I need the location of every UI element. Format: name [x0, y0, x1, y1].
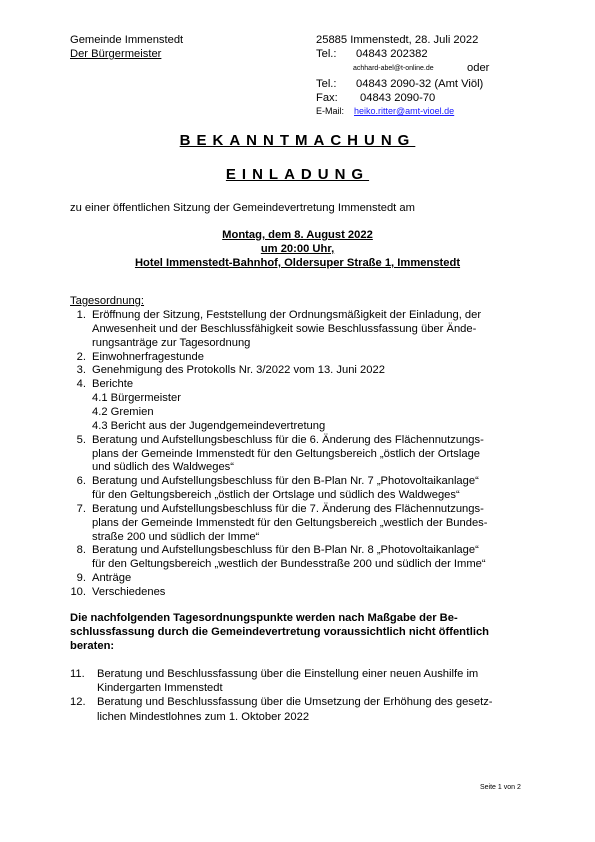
tel-label: Tel.: — [316, 48, 337, 60]
agenda-item-text: straße 200 und südlich der Imme“ — [92, 530, 260, 543]
meeting-date — [0, 229, 595, 241]
agenda-item-text: 4.3 Bericht aus der Jugendgemeindevertretung — [92, 419, 326, 432]
closed-item-text: Kindergarten Immenstedt — [97, 682, 223, 695]
agenda-item-text: Anträge — [92, 572, 132, 585]
sender-municipality: Gemeinde Immenstedt — [70, 34, 184, 46]
meeting-date-text: Montag, dem 8. August 2022 — [222, 229, 373, 241]
agenda-item-text: Anwesenheit und der Beschlussfähigkeit sowie Beschlussfassung über Ände- — [92, 322, 477, 335]
agenda-item-number: 2. — [76, 350, 86, 363]
agenda-item-number: 9. — [76, 572, 86, 585]
agenda-item-text: Berichte — [92, 378, 134, 391]
fax-value: 04843 2090-70 — [360, 92, 436, 104]
email-small: achhard-abel@t-online.de — [353, 65, 434, 72]
agenda-item-number: 7. — [76, 502, 86, 515]
closed-note-line: beraten: — [70, 640, 115, 653]
oder-text: oder — [467, 62, 490, 74]
meeting-location-text: Hotel Immenstedt-Bahnhof, Oldersuper Straße 1, Immenstedt — [134, 257, 461, 269]
agenda-item-number: 10. — [70, 586, 86, 598]
agenda-item-text: und südlich des Waldweges“ — [92, 461, 234, 474]
agenda-item-text: Verschiedenes — [92, 586, 166, 598]
agenda-item-number: 4. — [76, 378, 86, 391]
email-link[interactable]: heiko.ritter@amt-vioel.de — [354, 106, 455, 116]
title-einladung-text: EINLADUNG — [225, 166, 370, 183]
sender-mayor: Der Bürgermeister — [70, 48, 162, 60]
meeting-location — [0, 257, 595, 269]
closed-item-text: Beratung und Beschlussfassung über die Umsetzung der Erhöhung des gesetz- — [97, 696, 493, 709]
title-bekanntmachung-text: BEKANNTMACHUNG — [179, 132, 416, 149]
agenda-item-text: Genehmigung des Protokolls Nr. 3/2022 vom 13. Juni 2022 — [92, 364, 385, 377]
tel-value: 04843 202382 — [356, 48, 428, 60]
agenda-item-text: Beratung und Aufstellungsbeschluss für die 6. Änderung des Flächennutzungs- — [92, 433, 484, 446]
page-number: Seite 1 von 2 — [480, 784, 521, 791]
closed-note-line: Die nachfolgenden Tagesordnungspunkte werden nach Maßgabe der Be- — [70, 612, 458, 624]
closed-note-line: schlussfassung durch die Gemeindevertretung voraussichtlich nicht öffentlich — [70, 626, 489, 639]
meeting-time-text: um 20:00 Uhr, — [260, 243, 335, 255]
agenda-item-text: 4.2 Gremien — [92, 405, 154, 418]
agenda-item-number: 6. — [76, 475, 86, 488]
agenda-item-text: für den Geltungsbereich „westlich der Bundesstraße 200 und südlich der Imme“ — [92, 558, 486, 571]
meeting-time — [0, 243, 595, 255]
closed-item-text: Beratung und Beschlussfassung über die Einstellung einer neuen Aushilfe im — [97, 668, 479, 680]
agenda-item-text: Beratung und Aufstellungsbeschluss für den B-Plan Nr. 7 „Photovoltaikanlage“ — [92, 475, 479, 488]
closed-item-number: 11. — [70, 668, 85, 680]
agenda-item-number: 1. — [76, 309, 86, 321]
agenda-item-text: Einwohnerfragestunde — [92, 350, 204, 363]
closed-item-text: lichen Mindestlohnes zum 1. Oktober 2022 — [97, 710, 310, 723]
agenda-item-text: plans der Gemeinde Immenstedt für den Geltungsbereich „östlich der Ortslage — [92, 447, 481, 460]
closed-item-number: 12. — [70, 696, 86, 709]
title-bekanntmachung — [0, 132, 595, 149]
agenda-item-number: 5. — [76, 433, 86, 446]
email-label: E-Mail: — [316, 106, 345, 116]
fax-label: Fax: — [316, 92, 338, 104]
tel2-label: Tel.: — [316, 78, 337, 90]
intro-text: zu einer öffentlichen Sitzung der Gemeindevertretung Immenstedt am — [70, 202, 415, 214]
agenda-item-text: Beratung und Aufstellungsbeschluss für die 7. Änderung des Flächennutzungs- — [92, 502, 484, 515]
agenda-item-text: plans der Gemeinde Immenstedt für den Geltungsbereich „westlich der Bundes- — [92, 516, 488, 529]
agenda-item-text: rungsanträge zur Tagesordnung — [92, 336, 251, 349]
tel2-value: 04843 2090-32 (Amt Viöl) — [356, 78, 484, 90]
agenda-heading: Tagesordnung: — [70, 295, 145, 307]
agenda-item-number: 3. — [76, 364, 86, 377]
agenda-item-text: 4.1 Bürgermeister — [92, 392, 181, 405]
agenda-item-number: 8. — [76, 544, 86, 557]
agenda-item-text: Beratung und Aufstellungsbeschluss für den B-Plan Nr. 8 „Photovoltaikanlage“ — [92, 544, 479, 557]
place-date: 25885 Immenstedt, 28. Juli 2022 — [316, 34, 479, 46]
title-einladung — [0, 166, 595, 183]
agenda-item-text: für den Geltungsbereich „östlich der Ortslage und südlich des Waldweges“ — [92, 489, 460, 502]
agenda-item-text: Eröffnung der Sitzung, Feststellung der Ordnungsmäßigkeit der Einladung, der — [92, 309, 482, 321]
